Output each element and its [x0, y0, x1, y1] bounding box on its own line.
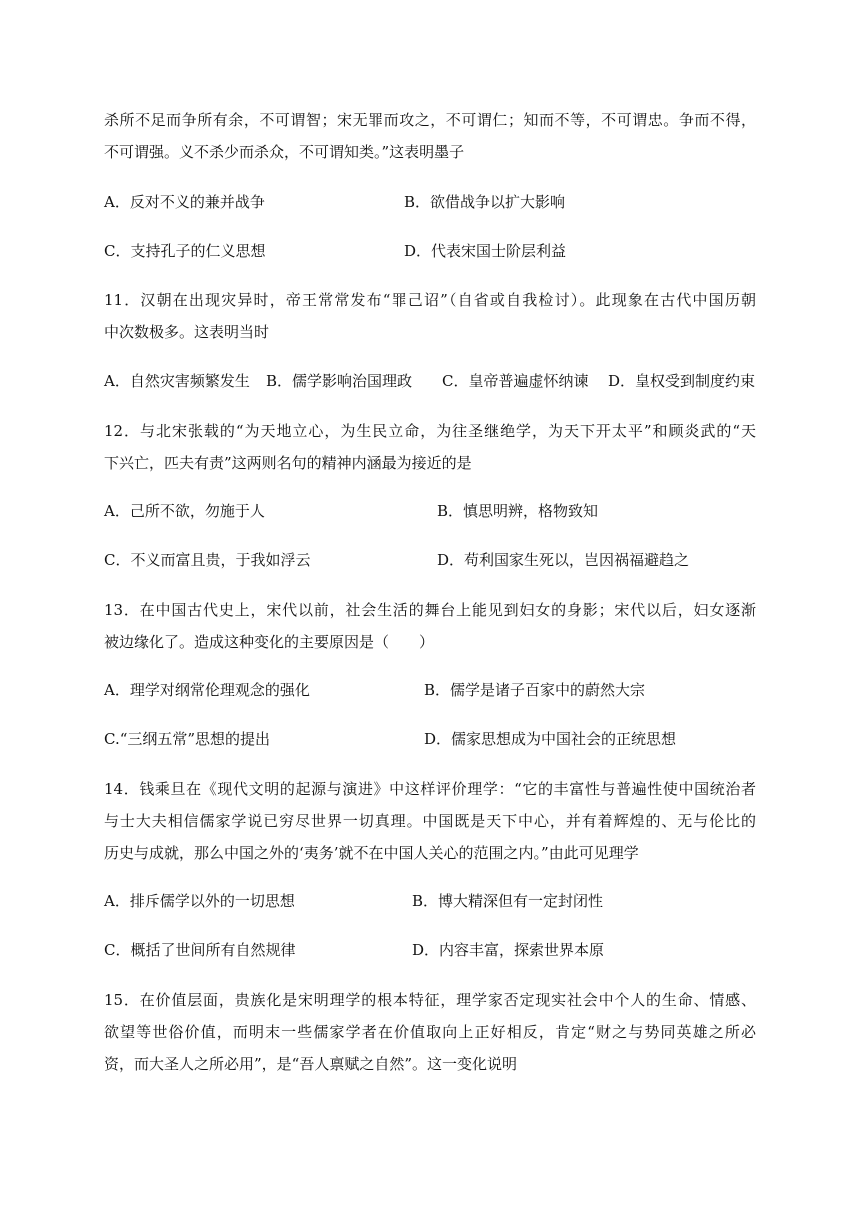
q11-option-c: C．皇帝普遍虚怀纳谏 — [442, 372, 589, 390]
q14-option-c: C．概括了世间所有自然规律 — [104, 941, 296, 959]
q12-option-a: A．己所不欲，勿施于人 — [104, 502, 265, 520]
q15-text-line-2: 欲望等世俗价值，而明末一些儒家学者在价值取向上正好相反，肯定“财之与势同英雄之所必 — [104, 1023, 756, 1041]
q14-text-line-2: 与士大夫相信儒家学说已穷尽世界一切真理。中国既是天下中心，并有着辉煌的、无与伦比的 — [104, 812, 756, 830]
q13-text-line-1: 13．在中国古代史上，宋代以前，社会生活的舞台上能见到妇女的身影；宋代以后，妇女逐渐 — [104, 601, 756, 619]
q12-option-c: C．不义而富且贵，于我如浮云 — [104, 551, 311, 569]
q10-option-b: B．欲借战争以扩大影响 — [404, 193, 566, 211]
q14-text-line-1: 14．钱乘旦在《现代文明的起源与演进》中这样评价理学：“它的丰富性与普遍性使中国统治者 — [104, 780, 756, 798]
q15-text-line-1: 15．在价值层面，贵族化是宋明理学的根本特征，理学家否定现实社会中个人的生命、情感、 — [104, 991, 756, 1009]
q10-text-line-2: 不可谓强。义不杀少而杀众，不可谓知类。”这表明墨子 — [104, 143, 465, 161]
q11-text-line-1: 11．汉朝在出现灾异时，帝王常常发布“罪己诏”（自省或自我检讨）。此现象在古代中国历朝 — [104, 291, 756, 309]
q12-option-b: B．慎思明辨，格物致知 — [437, 502, 599, 520]
q14-text-line-3: 历史与成就，那么中国之外的‘夷务’就不在中国人关心的范围之内。”由此可见理学 — [104, 844, 639, 862]
q10-option-c: C．支持孔子的仁义思想 — [104, 242, 266, 260]
q12-text-line-2: 下兴亡，匹夫有责”这两则名句的精神内涵最为接近的是 — [104, 454, 472, 472]
q10-option-d: D．代表宋国士阶层利益 — [404, 242, 567, 260]
q11-option-a: A．自然灾害频繁发生 — [104, 372, 250, 390]
q12-text-line-1: 12．与北宋张载的“为天地立心，为生民立命，为往圣继绝学，为天下开太平”和顾炎武的“天 — [104, 422, 756, 440]
q11-option-d: D．皇权受到制度约束 — [608, 372, 756, 390]
q14-option-a: A．排斥儒学以外的一切思想 — [104, 892, 295, 910]
q13-option-a: A．理学对纲常伦理观念的强化 — [104, 681, 310, 699]
q14-option-b: B．博大精深但有一定封闭性 — [412, 892, 604, 910]
q13-option-d: D．儒家思想成为中国社会的正统思想 — [424, 730, 677, 748]
q12-option-d: D．苟利国家生死以，岂因祸福避趋之 — [437, 551, 690, 569]
q10-option-a: A．反对不义的兼并战争 — [104, 193, 265, 211]
q13-text-line-2: 被边缘化了。造成这种变化的主要原因是（ ） — [104, 633, 435, 651]
q11-text-line-2: 中次数极多。这表明当时 — [104, 323, 270, 341]
q11-option-b: B．儒学影响治国理政 — [266, 372, 413, 390]
q13-option-b: B．儒学是诸子百家中的蔚然大宗 — [424, 681, 646, 699]
q14-option-d: D．内容丰富，探索世界本原 — [412, 941, 605, 959]
q15-text-line-3: 资，而大圣人之所必用”，是“吾人禀赋之自然”。这一变化说明 — [104, 1055, 518, 1073]
q13-option-c: C.“三纲五常”思想的提出 — [104, 730, 271, 748]
q10-text-line-1: 杀所不足而争所有余，不可谓智；宋无罪而攻之，不可谓仁；知而不等，不可谓忠。争而不得， — [104, 111, 756, 129]
